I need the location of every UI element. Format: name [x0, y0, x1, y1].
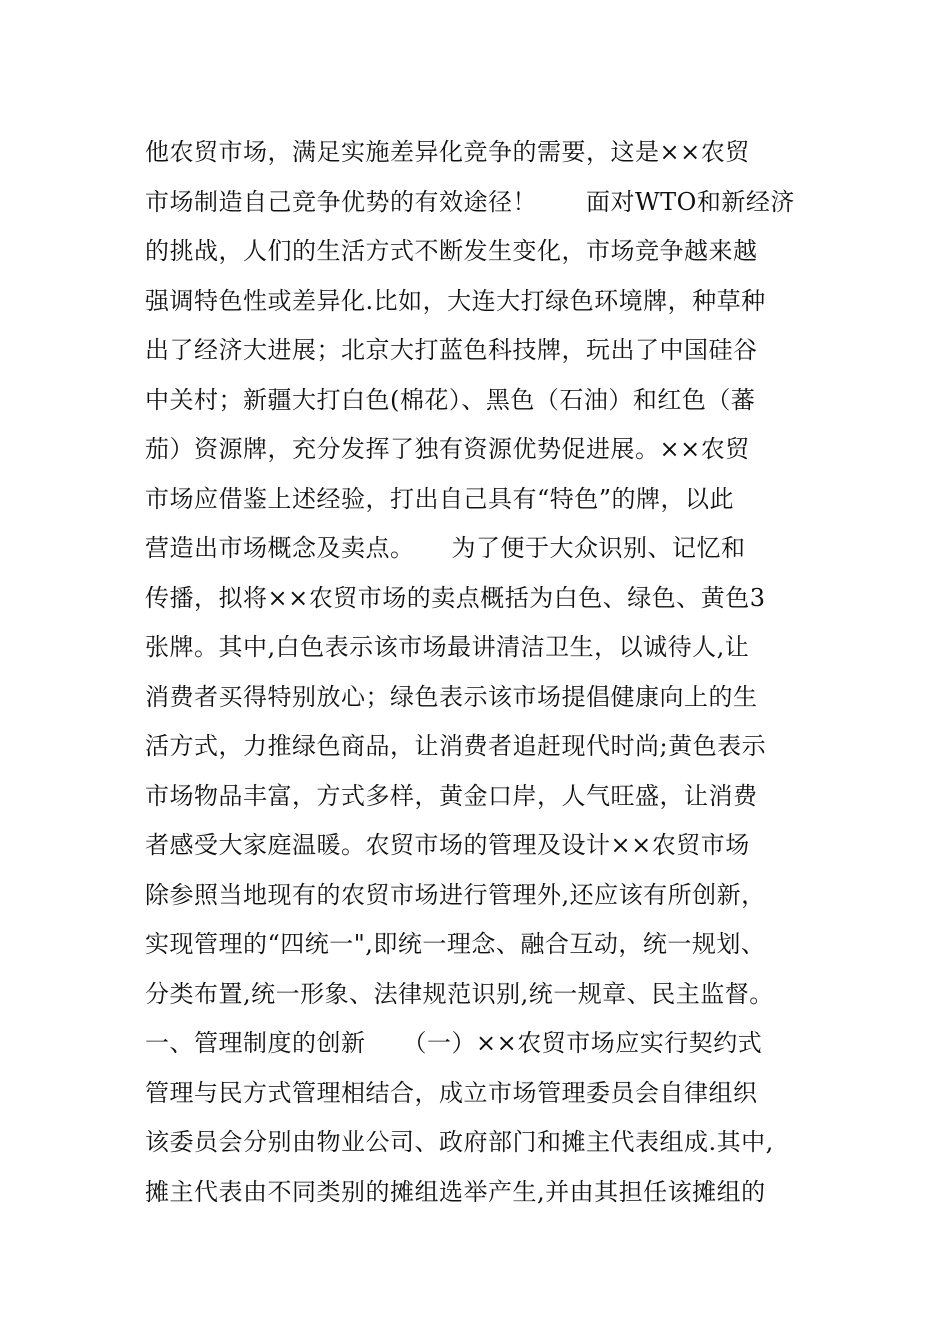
text-line: 实现管理的“四统一",即统一理念、融合互动，统一规划、: [145, 930, 766, 958]
text-line: 市场应借鉴上述经验，打出自己具有“特色”的牌，以此: [145, 484, 735, 513]
text-line: 传播，拟将××农贸市场的卖点概括为白色、绿色、黄色3: [145, 583, 766, 612]
body-text: [145, 128, 825, 1217]
text-line: 茄）资源牌，充分发挥了独有资源优势促进展。××农贸: [145, 435, 750, 463]
text-line: 出了经济大进展；北京大打蓝色科技牌，玩出了中国硅谷: [145, 336, 758, 364]
text-line: 的挑战，人们的生活方式不断发生变化，市场竞争越来越: [145, 237, 758, 265]
text-line: 该委员会分别由物业公司、政府部门和摊主代表组成.其中,: [145, 1128, 774, 1156]
text-line: 一、管理制度的创新 （一）××农贸市场应实行契约式: [145, 1029, 763, 1057]
text-line: 他农贸市场，满足实施差异化竞争的需要，这是××农贸: [145, 138, 750, 166]
text-line: 市场制造自己竞争优势的有效途径！ 面对WTO和新经济: [145, 187, 795, 216]
text-line: 中关村；新疆大打白色(棉花）、黑色（石油）和红色（蕃: [145, 385, 756, 414]
text-line: 管理与民方式管理相结合，成立市场管理委员会自律组织: [145, 1078, 758, 1107]
text-line: 营造出市场概念及卖点。 为了便于大众识别、记忆和: [145, 534, 746, 562]
text-line: 市场物品丰富，方式多样，黄金口岸，人气旺盛，让消费: [145, 781, 758, 810]
text-line: 除参照当地现有的农贸市场进行管理外,还应该有所创新，: [145, 880, 766, 909]
text-line: 分类布置,统一形象、法律规范识别,统一规章、民主监督。: [145, 979, 774, 1008]
text-line: 摊主代表由不同类别的摊组选举产生,并由其担任该摊组的: [145, 1177, 766, 1206]
text-line: 者感受大家庭温暖。农贸市场的管理及设计××农贸市场: [145, 831, 750, 859]
text-line: 活方式，力推绿色商品，让消费者追赶现代时尚;黄色表示: [145, 732, 767, 760]
text-line: 强调特色性或差异化.比如，大连大打绿色环境牌，种草种: [145, 286, 766, 315]
text-line: 张牌。其中,白色表示该市场最讲清洁卫生，以诚待人,让: [145, 633, 750, 661]
text-line: 消费者买得特别放心；绿色表示该市场提倡健康向上的生: [145, 682, 758, 711]
